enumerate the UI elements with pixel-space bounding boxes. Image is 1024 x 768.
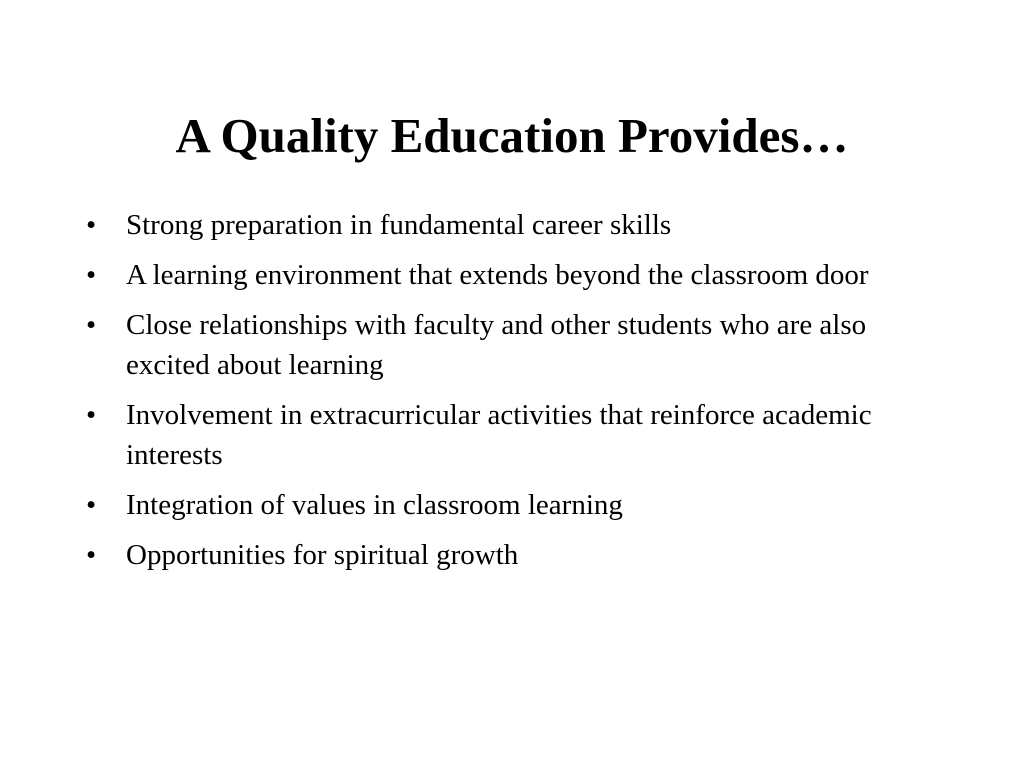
bullet-marker: • bbox=[86, 259, 97, 291]
bullet-text: Opportunities for spiritual growth bbox=[126, 539, 519, 571]
bullet-item bbox=[86, 395, 956, 475]
bullet-marker: • bbox=[86, 209, 97, 241]
bullet-item bbox=[86, 485, 956, 525]
bullet-marker: • bbox=[86, 399, 97, 431]
bullet-marker: • bbox=[86, 489, 97, 521]
bullet-text: Close relationships with faculty and other students who are also excited about learning bbox=[126, 309, 867, 381]
bullet-marker: • bbox=[86, 309, 97, 341]
bullet-item bbox=[86, 255, 956, 295]
bullet-text: Involvement in extracurricular activities that reinforce academic interests bbox=[126, 399, 872, 471]
bullet-text: Integration of values in classroom learning bbox=[126, 489, 623, 521]
bullet-item bbox=[86, 535, 956, 575]
bullet-item bbox=[86, 205, 956, 245]
bullet-text: Strong preparation in fundamental career skills bbox=[126, 209, 672, 241]
bullet-list bbox=[86, 205, 956, 585]
bullet-item bbox=[86, 305, 956, 385]
bullet-text: A learning environment that extends beyond the classroom door bbox=[126, 259, 869, 291]
bullet-marker: • bbox=[86, 539, 97, 571]
slide-title: A Quality Education Provides… bbox=[175, 108, 849, 163]
